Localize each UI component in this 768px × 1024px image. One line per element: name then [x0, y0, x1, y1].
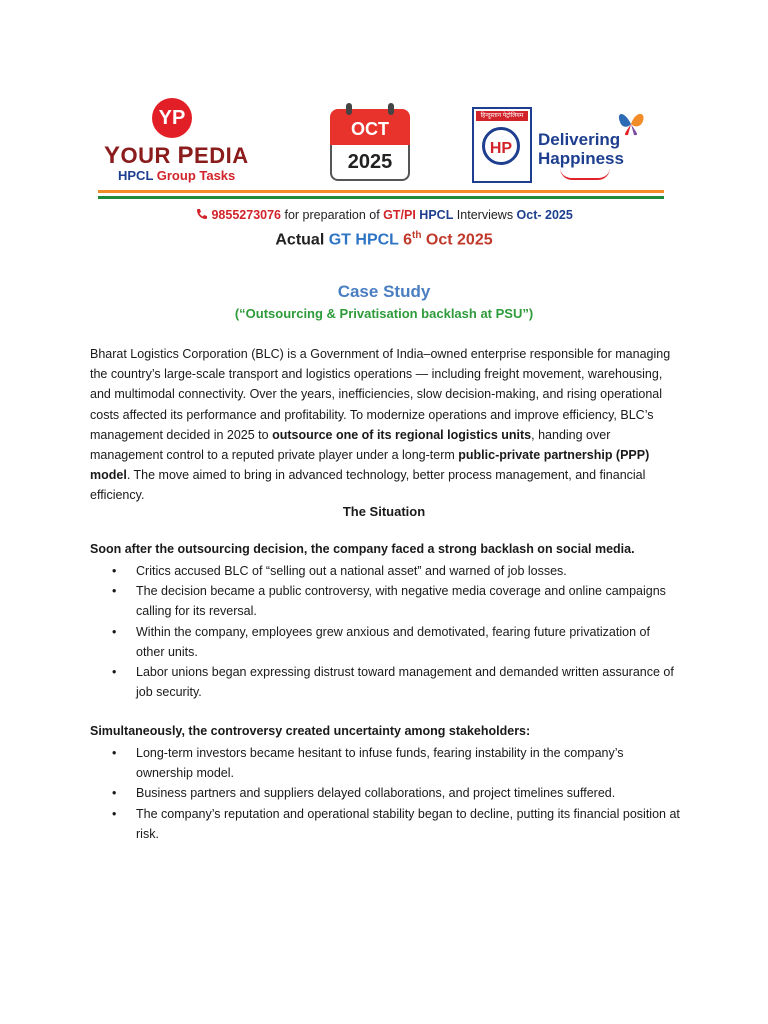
- yourpedia-logo: [104, 98, 249, 188]
- smile-icon: [560, 168, 610, 180]
- case-study-heading: Case Study: [337, 282, 431, 301]
- situation-lead-2: Simultaneously, the controversy created uncertainty among stakeholders:: [90, 724, 531, 738]
- list-item: • Business partners and suppliers delayed collaborations, and project timelines suffered.: [90, 783, 680, 803]
- tricolor-divider: [98, 190, 664, 199]
- list-item: • Labor unions began expressing distrust toward management and demanded written assurance of job security.: [90, 662, 680, 702]
- yourpedia-name: YOUR PEDIA: [104, 142, 249, 169]
- phone-number: 9855273076: [211, 208, 282, 222]
- calendar-ring-icon: [388, 103, 394, 115]
- list-item: • Critics accused BLC of “selling out a national asset” and warned of job losses.: [90, 561, 680, 581]
- delivering-happiness-tagline: Delivering Happiness: [538, 130, 624, 168]
- calendar-icon: [330, 103, 410, 181]
- list-item: • The decision became a public controversy, with negative media coverage and online campaigns calling for its reversal.: [90, 581, 680, 621]
- page-title: Actual GT HPCL 6th Oct 2025: [275, 230, 493, 249]
- situation-list-2: [90, 743, 680, 844]
- hp-logo-band: हिन्दुस्तान पेट्रोलियम: [476, 111, 528, 121]
- butterfly-icon: [614, 108, 648, 138]
- list-item: • Long-term investors became hesitant to infuse funds, fearing instability in the company’s ownership model.: [90, 743, 680, 783]
- calendar-month: OCT: [330, 109, 410, 145]
- phone-icon: [196, 208, 208, 220]
- situation-lead-1: Soon after the outsourcing decision, the company faced a strong backlash on social media.: [90, 542, 635, 556]
- calendar-ring-icon: [346, 103, 352, 115]
- hp-logo-mark: HP: [482, 127, 520, 165]
- list-item: • Within the company, employees grew anxious and demotivated, fearing future privatization of other units.: [90, 622, 680, 662]
- intro-paragraph: Bharat Logistics Corporation (BLC) is a Government of India–owned enterprise responsible for managing the country’s large-scale transport and logistics operations — including freight movement, warehousing, and multimodal connectivity. Over the years, inefficiencies, slow decision-making, and rising operational costs affected its performance and profitability. To modernize operations and improve efficiency, BLC’s management decided in 2025 to outsource one of its regional logistics units, handing over management control to a reputed private player under a long-term public-private partnership (PPP) model. The move aimed to bring in advanced technology, better process management, and financial efficiency.: [90, 347, 671, 503]
- calendar-year: 2025: [330, 145, 410, 181]
- case-study-subheading: (“Outsourcing & Privatisation backlash at PSU”): [234, 306, 534, 321]
- yourpedia-mark: YP: [152, 98, 192, 138]
- situation-list-1: [90, 561, 680, 702]
- hp-logo: [472, 107, 532, 183]
- situation-heading: The Situation: [342, 504, 426, 519]
- contact-line: 9855273076 for preparation of GT/PI HPCL Interviews Oct- 2025: [196, 208, 573, 222]
- yourpedia-subtitle: HPCL Group Tasks: [118, 168, 236, 183]
- list-item: • The company’s reputation and operational stability began to decline, putting its financial position at risk.: [90, 804, 680, 844]
